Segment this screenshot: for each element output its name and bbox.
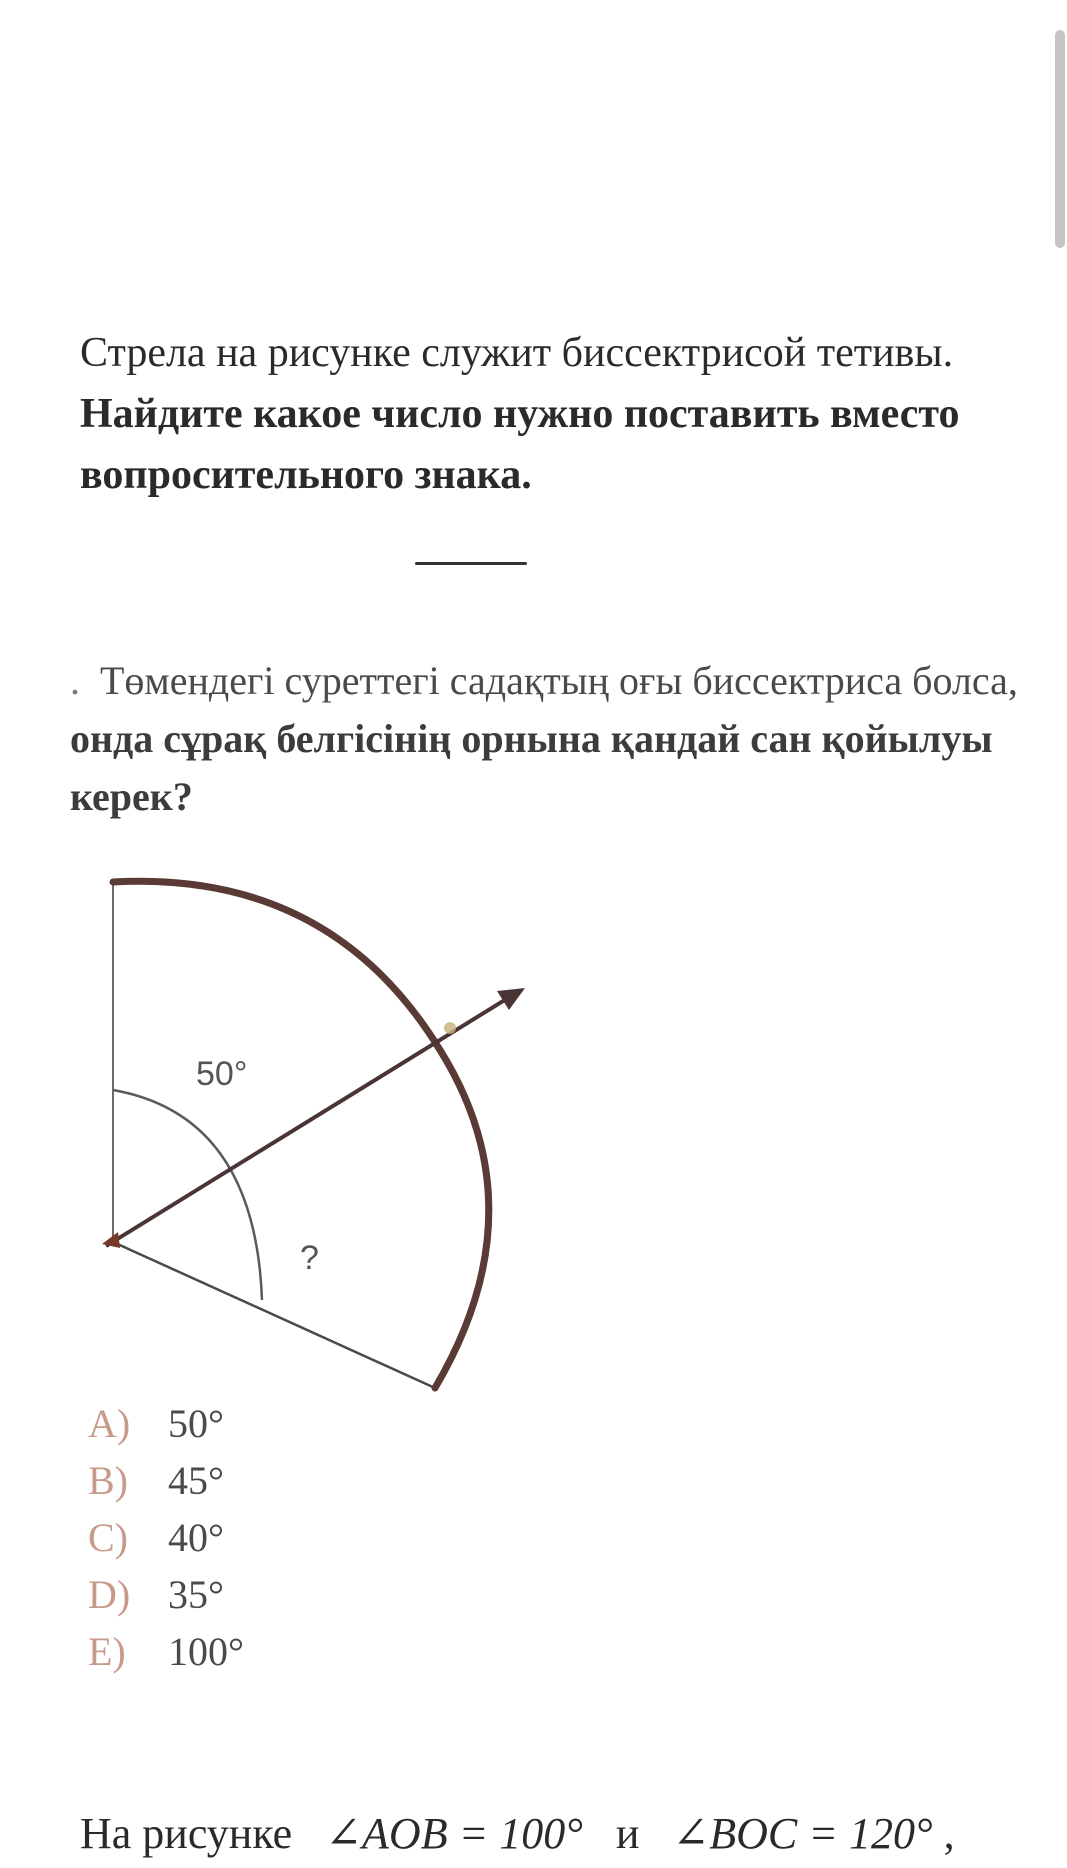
scrollbar[interactable] <box>1055 30 1065 248</box>
unknown-angle-label: ? <box>300 1239 319 1277</box>
vertex-marker <box>102 1232 120 1248</box>
next-question-conjunction: и <box>615 1809 640 1858</box>
question-bullet: . <box>70 658 80 703</box>
divider-line <box>415 562 527 565</box>
option-d[interactable] <box>88 1566 244 1623</box>
option-value: 35° <box>168 1572 224 1617</box>
arrow-shaft <box>106 998 508 1246</box>
arrow-bow-crossing <box>444 1022 456 1034</box>
option-b[interactable] <box>88 1452 244 1509</box>
bow-arc <box>113 881 489 1388</box>
lower-ray <box>113 1242 435 1388</box>
option-c[interactable] <box>88 1509 244 1566</box>
next-question-prefix: На рисунке <box>80 1809 293 1858</box>
question-kz <box>70 652 1030 826</box>
option-e[interactable] <box>88 1623 244 1680</box>
given-angle-label: 50° <box>196 1055 248 1093</box>
bow-arrow-figure <box>0 850 600 1410</box>
option-letter: E) <box>88 1629 126 1674</box>
option-letter: C) <box>88 1515 128 1560</box>
option-value: 40° <box>168 1515 224 1560</box>
arrow-head <box>497 988 525 1010</box>
option-value: 45° <box>168 1458 224 1503</box>
option-letter: A) <box>88 1401 131 1446</box>
question-kz-text: Төмендегі суреттегі садақтың оғы биссектриса болса, <box>100 658 1018 703</box>
next-question <box>80 1808 955 1859</box>
question-ru <box>80 323 1020 506</box>
question-ru-bold-text: Найдите какое число нужно поставить вместо вопросительного знака. <box>80 391 960 498</box>
option-value: 100° <box>168 1629 244 1674</box>
option-a[interactable] <box>88 1395 244 1452</box>
option-value: 50° <box>168 1401 224 1446</box>
next-question-suffix: , <box>943 1809 955 1858</box>
angle-aob: ∠AOB = 100° <box>325 1809 583 1858</box>
option-letter: B) <box>88 1458 128 1503</box>
question-ru-text: Стрела на рисунке служит биссектрисой тетивы. <box>80 330 954 376</box>
angle-boc: ∠BOC = 120° <box>672 1809 933 1858</box>
question-kz-bold-text: онда сұрақ белгісінің орнына қандай сан қойылуы керек? <box>70 716 993 819</box>
option-letter: D) <box>88 1572 131 1617</box>
answer-options <box>88 1395 244 1680</box>
